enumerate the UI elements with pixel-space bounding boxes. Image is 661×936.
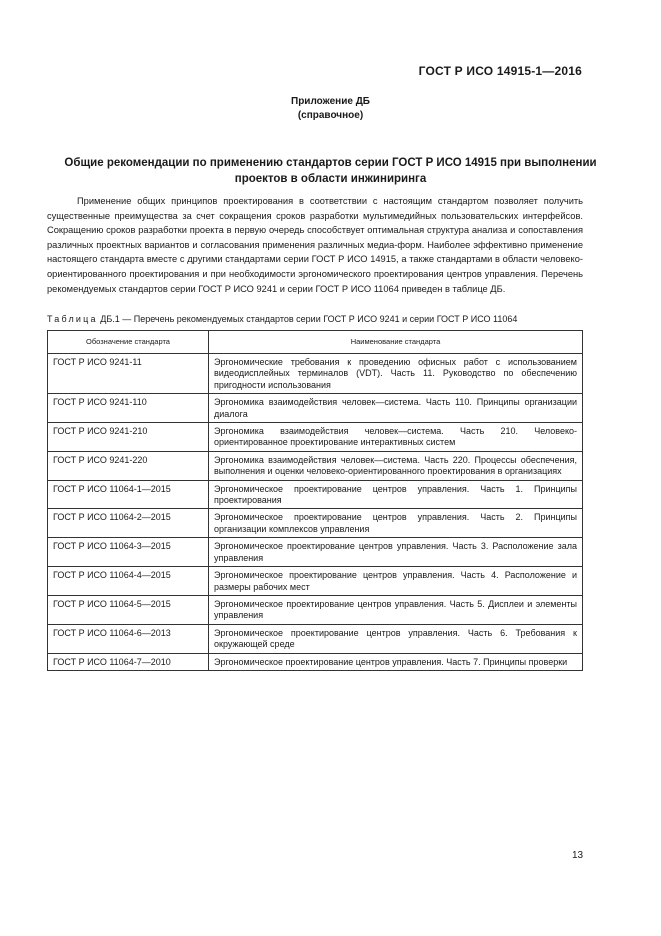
table-header-row [48, 331, 583, 354]
standard-name: Эргономическое проектирование центров управления. Часть 7. Принципы проверки [209, 653, 583, 670]
table-row [48, 509, 583, 538]
appendix-subtitle: (справочное) [297, 110, 364, 121]
table-row [48, 354, 583, 394]
standard-name: Эргономическое проектирование центров управления. Часть 2. Принципы организации комплексов управления [209, 509, 583, 538]
standard-code: ГОСТ Р ИСО 11064-3—2015 [48, 538, 209, 567]
standard-code: ГОСТ Р ИСО 11064-4—2015 [48, 567, 209, 596]
standard-code: ГОСТ Р ИСО 11064-2—2015 [48, 509, 209, 538]
header-designation: Обозначение стандарта [48, 331, 209, 354]
table-caption-prefix: Таблица [47, 314, 98, 324]
table-row [48, 394, 583, 423]
table-row [48, 595, 583, 624]
standard-name: Эргономическое проектирование центров управления. Часть 6. Требования к окружающей среде [209, 624, 583, 653]
standard-name: Эргономические требования к проведению офисных работ с использованием видеодисплейных терминалов (VDT). Часть 11. Руководство по обеспечению пригодности использования [209, 354, 583, 394]
standard-name: Эргономика взаимодействия человек—система. Часть 210. Человеко-ориентированное проектирование интерактивных систем [209, 423, 583, 452]
standard-name: Эргономика взаимодействия человек—система. Часть 110. Принципы организации диалога [209, 394, 583, 423]
header-name: Наименование стандарта [209, 331, 583, 354]
standard-name: Эргономическое проектирование центров управления. Часть 3. Расположение зала управления [209, 538, 583, 567]
standard-name: Эргономика взаимодействия человек—система. Часть 220. Процессы обеспечения, выполнения и оценки человеко-ориентированного проектирования в организациях [209, 451, 583, 480]
table-row [48, 567, 583, 596]
document-code: ГОСТ Р ИСО 14915-1—2016 [418, 64, 582, 78]
standard-code: ГОСТ Р ИСО 11064-7—2010 [48, 653, 209, 670]
section-title [47, 155, 614, 187]
table-row [48, 624, 583, 653]
standard-code: ГОСТ Р ИСО 9241-110 [48, 394, 209, 423]
table-row [48, 451, 583, 480]
standard-name: Эргономическое проектирование центров управления. Часть 1. Принципы проектирования [209, 480, 583, 509]
table-row [48, 653, 583, 670]
table-caption-text: ДБ.1 — Перечень рекомендуемых стандартов серии ГОСТ Р ИСО 9241 и серии ГОСТ Р ИСО 11064 [100, 314, 518, 324]
section-title-line-2: проектов в области инжиниринга [234, 173, 427, 185]
table-row [48, 538, 583, 567]
appendix-heading [0, 95, 661, 123]
standard-code: ГОСТ Р ИСО 11064-5—2015 [48, 595, 209, 624]
standards-table [47, 330, 583, 671]
body-paragraph: Применение общих принципов проектирования в соответствии с настоящим стандартом позволяет получить существенные преимущества за счет сокращения сроков разработки мультимедийных пользовательских интерфейсов. Сокращению сроков разработки проекта в первую очередь способствует оптимальная структура анализа и сопоставления различных проектных вариантов и согласования применения различных медиа-форм. Наиболее эффективно применение настоящего стандарта вместе с другими стандартами серии ГОСТ Р ИСО 14915, а также стандартами в области человеко-ориентированного проектирования и при необходимости эргономического проектирования центров управления. Перечень рекомендуемых стандартов серии ГОСТ Р ИСО 9241 и серии ГОСТ Р ИСО 11064 приведен в таблице ДБ. [47, 196, 583, 294]
section-title-line-1: Общие рекомендации по применению стандартов серии ГОСТ Р ИСО 14915 при выполнении [64, 157, 597, 169]
standard-code: ГОСТ Р ИСО 11064-1—2015 [48, 480, 209, 509]
table-row [48, 480, 583, 509]
table-caption [47, 313, 587, 325]
standard-code: ГОСТ Р ИСО 11064-6—2013 [48, 624, 209, 653]
page-number: 13 [572, 850, 584, 861]
standard-code: ГОСТ Р ИСО 9241-11 [48, 354, 209, 394]
standard-code: ГОСТ Р ИСО 9241-220 [48, 451, 209, 480]
appendix-title: Приложение ДБ [291, 96, 370, 107]
standard-name: Эргономическое проектирование центров управления. Часть 5. Дисплеи и элементы управления [209, 595, 583, 624]
standard-code: ГОСТ Р ИСО 9241-210 [48, 423, 209, 452]
table-row [48, 423, 583, 452]
standard-name: Эргономическое проектирование центров управления. Часть 4. Расположение и размеры рабочих мест [209, 567, 583, 596]
